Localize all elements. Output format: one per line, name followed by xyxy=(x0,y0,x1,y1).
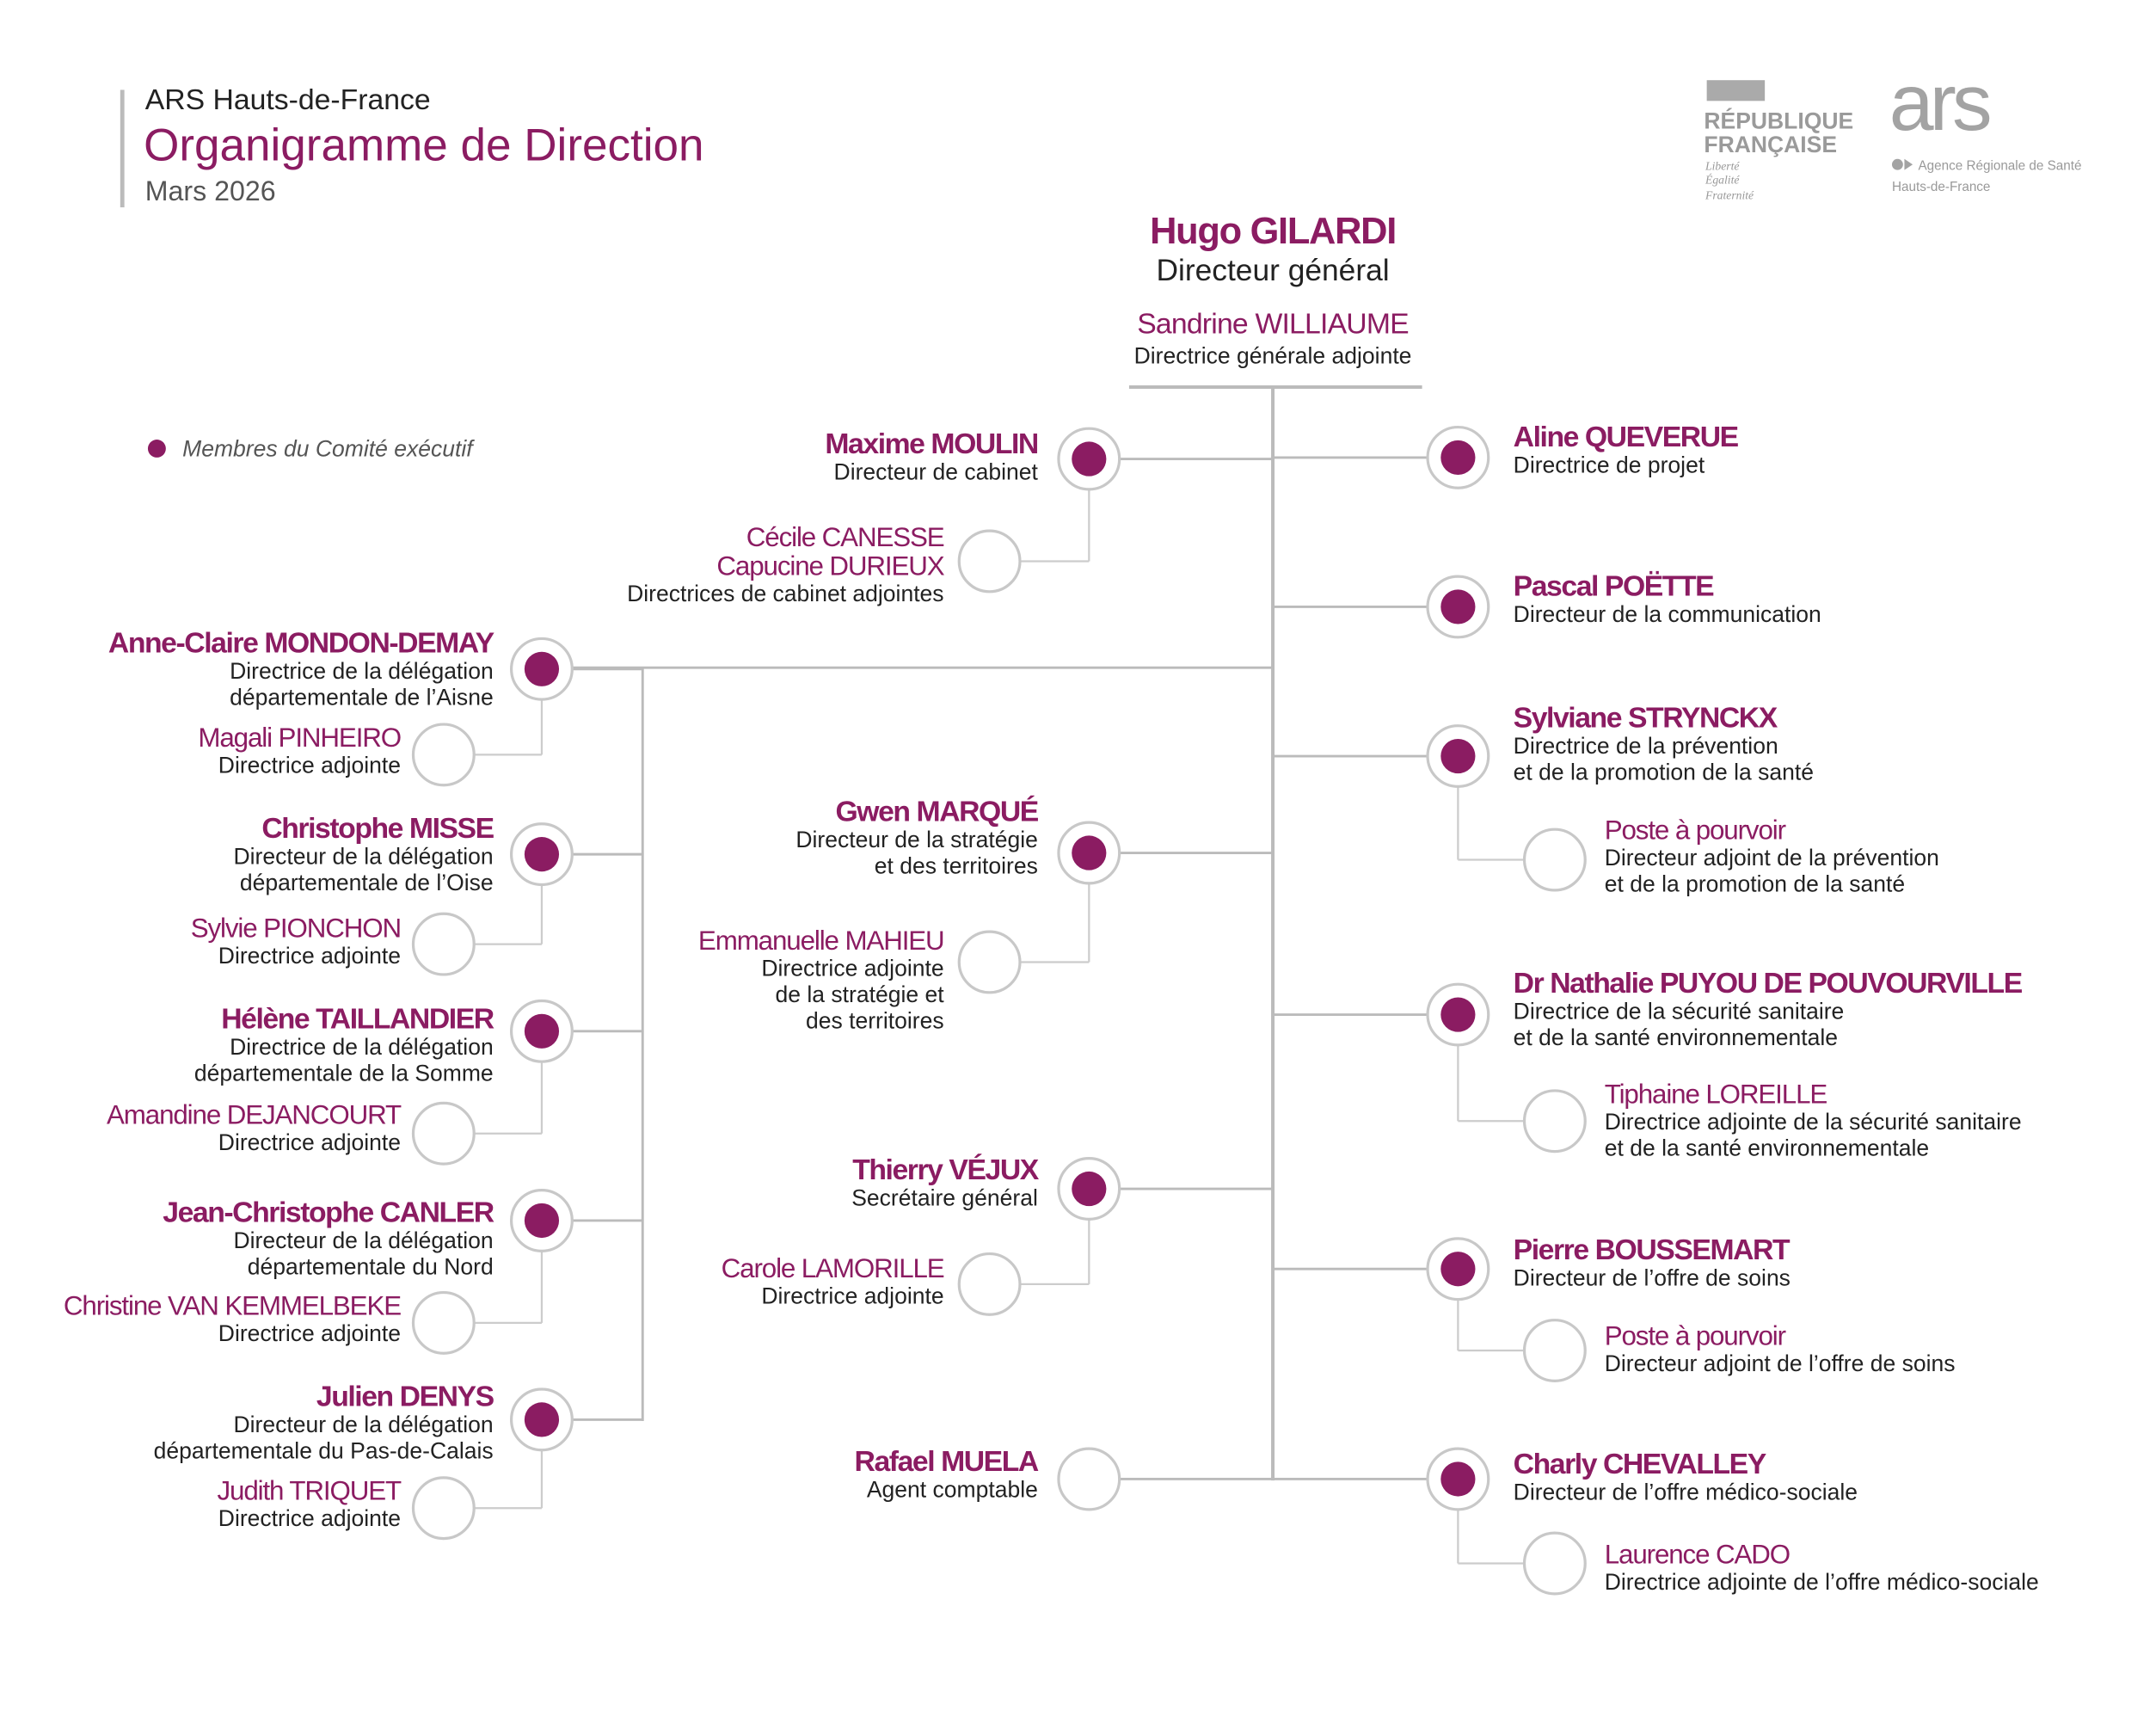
member-marker-icon xyxy=(1525,1320,1586,1381)
person-role: Secrétaire général xyxy=(851,1185,1038,1211)
page-title: Organigramme de Direction xyxy=(144,119,704,170)
person-role: Directrice adjointe xyxy=(218,944,402,969)
member-marker-icon xyxy=(413,1103,474,1164)
person-role: Directeur adjoint de la prévention et de la promotion de la santé xyxy=(1604,846,1939,897)
person-name: Cécile CANESSE Capucine DURIEUX xyxy=(716,522,944,582)
person-role: Directrice de la sécurité sanitaire et de la santé environnementale xyxy=(1513,999,1845,1051)
republique-line-2: FRANÇAISE xyxy=(1704,131,1838,157)
person-role: Directeur de cabinet xyxy=(833,460,1038,486)
organisation-name: ARS Hauts-de-France xyxy=(144,84,431,116)
director-card xyxy=(1514,704,1814,786)
person-role: Directrice adjointe xyxy=(218,1506,402,1532)
ars-name: Agence Régionale de Santé xyxy=(1918,158,2082,174)
comex-member-marker-icon xyxy=(1428,984,1489,1045)
deputy-card xyxy=(722,1255,944,1310)
director-card xyxy=(194,1005,494,1087)
comex-member-marker-icon xyxy=(1428,428,1489,489)
member-marker-icon xyxy=(1525,829,1586,890)
person-name: Gwen MARQUÉ xyxy=(835,796,1038,828)
comex-member-marker-icon xyxy=(1428,726,1489,787)
deputy-card xyxy=(217,1478,401,1533)
person-name: Emmanuelle MAHIEU xyxy=(697,926,944,957)
director-card xyxy=(163,1198,493,1281)
person-name: Dr Nathalie PUYOU DE POUVOURVILLE xyxy=(1513,967,2022,1000)
devise-3: Fraternité xyxy=(1705,188,1754,202)
director-card xyxy=(1514,1236,1791,1293)
deputy-card xyxy=(1605,1323,1956,1378)
person-role: Directeur de l’offre de soins xyxy=(1513,1266,1791,1291)
person-name: Hélène TAILLANDIER xyxy=(221,1003,494,1036)
person-role: Directeur de la communication xyxy=(1513,602,1821,628)
person-name: Jean-Christophe CANLER xyxy=(163,1197,494,1229)
comex-member-marker-icon xyxy=(512,1000,573,1061)
person-role: Directrice adjointe de la stratégie et des territoires xyxy=(761,957,944,1035)
director-card xyxy=(854,1445,1038,1504)
member-marker-icon xyxy=(413,914,474,975)
member-marker-icon xyxy=(413,1293,474,1354)
person-name: Aline QUEVERUE xyxy=(1513,421,1738,454)
comex-member-marker-icon xyxy=(1059,1159,1120,1220)
director-card xyxy=(851,1155,1038,1212)
person-name: Poste à pourvoir xyxy=(1604,815,1785,846)
person-role: Directrice adjointe xyxy=(218,753,402,778)
ars-region: Hauts-de-France xyxy=(1891,179,1991,194)
person-name: Poste à pourvoir xyxy=(1604,1321,1785,1352)
person-name: Pierre BOUSSEMART xyxy=(1513,1234,1790,1267)
person-name: Judith TRIQUET xyxy=(217,1476,402,1507)
person-role: Directeur de la délégation départementale du Pas-de-Calais xyxy=(153,1412,494,1464)
comex-member-marker-icon xyxy=(512,1389,573,1450)
person-role: Directeur de l’offre médico-sociale xyxy=(1513,1480,1858,1506)
deputy-card xyxy=(1605,1081,2022,1163)
dg-title: Directeur général xyxy=(1156,253,1390,288)
member-marker-icon xyxy=(1525,1533,1586,1594)
person-role: Agent comptable xyxy=(866,1477,1038,1503)
page-date: Mars 2026 xyxy=(144,176,276,208)
director-card xyxy=(825,430,1037,487)
comex-member-marker-icon xyxy=(1428,576,1489,637)
director-card xyxy=(1514,423,1738,480)
comex-member-marker-icon xyxy=(1059,428,1120,489)
person-name: Charly CHEVALLEY xyxy=(1513,1449,1766,1481)
member-marker-icon xyxy=(959,932,1020,993)
director-card xyxy=(233,812,494,897)
person-name: Christine VAN KEMMELBEKE xyxy=(63,1290,402,1322)
comex-member-marker-icon xyxy=(1059,822,1120,883)
person-name: Christophe MISSE xyxy=(261,812,494,845)
person-name: Julien DENYS xyxy=(316,1381,494,1413)
person-name: Sylviane STRYNCKX xyxy=(1513,702,1777,735)
director-card xyxy=(1514,1450,1858,1507)
devise-2: Égalité xyxy=(1705,173,1740,187)
person-name: Magali PINHEIRO xyxy=(198,723,402,754)
comex-member-marker-icon xyxy=(1428,1449,1489,1510)
person-role: Directeur de la stratégie et des territoires xyxy=(795,828,1038,880)
person-role: Directrices de cabinet adjointes xyxy=(627,581,944,607)
deputy-card xyxy=(191,915,401,970)
member-marker-icon xyxy=(959,531,1020,592)
person-name: Tiphaine LOREILLE xyxy=(1604,1080,1827,1111)
person-name: Carole LAMORILLE xyxy=(721,1253,944,1284)
deputy-card xyxy=(627,524,943,608)
member-marker-icon xyxy=(959,1254,1020,1315)
person-name: Rafael MUELA xyxy=(854,1445,1038,1478)
devise-1: Liberté xyxy=(1705,159,1740,173)
member-marker-icon xyxy=(1525,1091,1586,1152)
person-role: Directrice de projet xyxy=(1513,453,1705,479)
deputy-card xyxy=(1605,817,1939,899)
person-role: Directrice adjointe xyxy=(761,1283,944,1309)
person-name: Thierry VÉJUX xyxy=(852,1154,1038,1186)
person-name: Amandine DEJANCOURT xyxy=(107,1100,402,1131)
person-role: Directeur de la délégation départementale du Nord xyxy=(233,1228,494,1281)
director-card xyxy=(1514,572,1821,629)
ars-mark: ars xyxy=(1889,58,1988,148)
person-role: Directrice adjointe xyxy=(218,1321,402,1347)
person-name: Laurence CADO xyxy=(1604,1540,1791,1571)
person-name: Pascal POËTTE xyxy=(1513,570,1714,603)
director-card xyxy=(154,1382,494,1465)
person-role: Directeur de la délégation départementale de l’Oise xyxy=(233,844,494,896)
comex-member-marker-icon xyxy=(512,824,573,885)
comex-member-marker-icon xyxy=(1428,1239,1489,1300)
comex-member-marker-icon xyxy=(512,1191,573,1252)
person-role: Directrice de la délégation départementale de l’Aisne xyxy=(230,659,494,711)
director-card xyxy=(108,629,494,711)
member-marker-icon xyxy=(413,1478,474,1539)
person-role: Directrice de la prévention et de la promotion de la santé xyxy=(1513,734,1815,785)
person-name: Sylvie PIONCHON xyxy=(190,914,402,944)
dga-name: Sandrine WILLIAUME xyxy=(1137,308,1409,341)
deputy-card xyxy=(198,724,401,779)
member-marker-icon xyxy=(413,724,474,785)
dga-title: Directrice générale adjointe xyxy=(1133,344,1412,370)
legend-label: Membres du Comité exécutif xyxy=(182,436,473,462)
director-card xyxy=(795,797,1038,880)
deputy-card xyxy=(63,1290,402,1348)
person-role: Directeur adjoint de l’offre de soins xyxy=(1604,1351,1956,1377)
deputy-card xyxy=(107,1102,401,1157)
director-card xyxy=(1514,969,2022,1052)
person-role: Directrice de la délégation départementale de la Somme xyxy=(193,1035,494,1087)
deputy-card xyxy=(698,927,944,1035)
person-role: Directrice adjointe de la sécurité sanitaire et de la santé environnementale xyxy=(1604,1110,2022,1161)
person-name: Maxime MOULIN xyxy=(825,428,1038,461)
republique-line-1: RÉPUBLIQUE xyxy=(1704,108,1854,134)
comex-member-marker-icon xyxy=(512,638,573,699)
person-role: Directrice adjointe xyxy=(218,1130,402,1156)
person-name: Anne-Claire MONDON-DEMAY xyxy=(107,627,494,660)
person-role: Directrice adjointe de l’offre médico-sociale xyxy=(1604,1570,2039,1596)
deputy-card xyxy=(1605,1541,2039,1597)
dg-name: Hugo GILARDI xyxy=(1150,210,1396,252)
member-marker-icon xyxy=(1059,1449,1120,1510)
